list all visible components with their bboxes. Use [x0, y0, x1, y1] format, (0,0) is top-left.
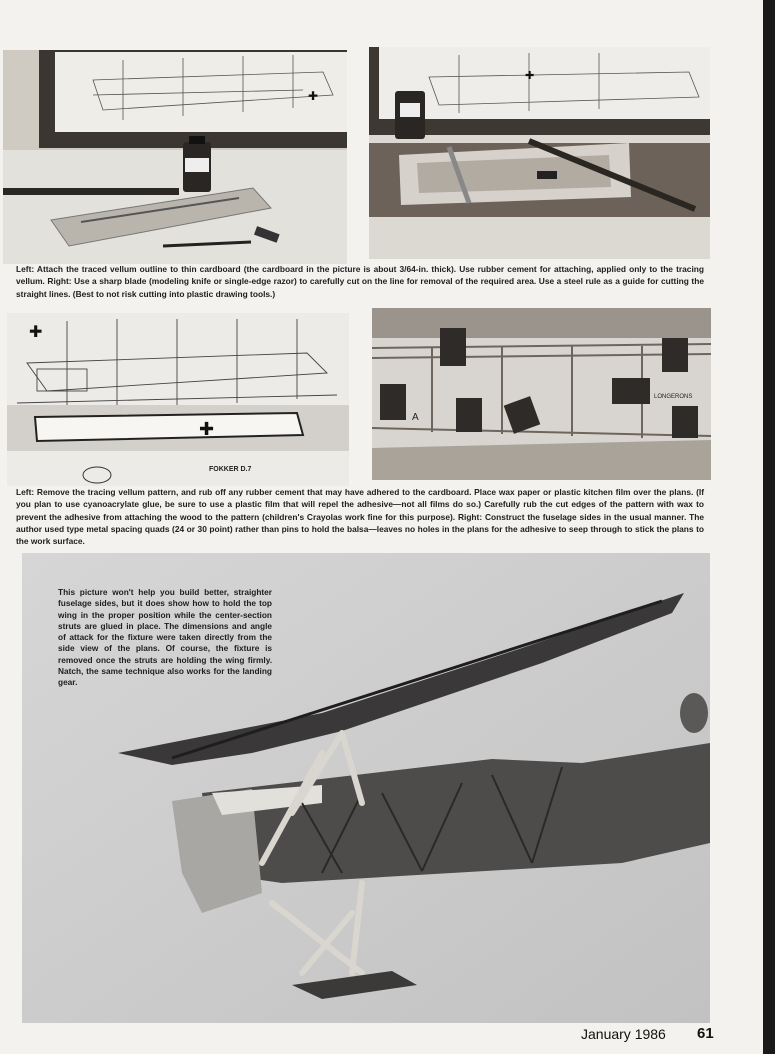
page-edge [763, 0, 775, 1054]
svg-text:✚: ✚ [29, 324, 43, 341]
longerons-label: LONGERONS [654, 394, 693, 400]
photo-cutting-with-steel-rule [369, 47, 710, 259]
caption-middle: Left: Remove the tracing vellum pattern, and rub off any rubber cement that may have adhered to the cardboard. Place wax paper or plastic kitchen film over the plans. (If you plan to use cyanoacrylate glue, be sure to use a plastic film that will repel the adhesive—not all films do so.) Carefully rub the cut edges of the pattern with wax to prevent the adhesive from attaching the wood to the pattern (children's Crayolas work fine for this purpose). Right: Construct the fuselage sides in the usual manner. The author used type metal spacing quads (24 or 30 point) rather than pins to hold the balsa—leaves no holes in the plans for the adhesive to seep through to stick the plans to the work surface. [16, 487, 704, 547]
marker-a: A [412, 412, 419, 423]
caption-top: Left: Attach the traced vellum outline to thin cardboard (the cardboard in the picture is about 3/64-in. thick). Use rubber cement for attaching, applied only to the tracing vellum. Right: Use a sharp blade (modeling knife or single-edge razor) to carefully cut on the line for removal of the required area. Use a steel rule as a guide for cutting the straight lines. (Best to not risk cutting into plastic drawing tools.) [16, 264, 704, 299]
svg-text:✚: ✚ [525, 70, 535, 82]
photo-vellum-on-cardboard [3, 50, 347, 264]
caption-overlay: This picture won't help you build better, straighter fuselage sides, but it does show how to hold the top wing in the proper position while the center-section struts are glued in place. The dimensions and angle of attack for the fixture were taken directly from the side view of the plans. Of course, the fixture is removed once the struts are holding the wing firmly. Natch, the same technique also works for the landing gear. [58, 587, 272, 688]
footer-date: January 1986 [581, 1026, 666, 1042]
svg-text:✚: ✚ [308, 89, 319, 103]
photo-fuselage-sides-construction [372, 308, 711, 480]
page-number: 61 [697, 1025, 714, 1042]
plan-label: FOKKER D.7 [209, 466, 252, 473]
svg-text:✚: ✚ [199, 419, 215, 439]
photo-plans-with-pattern [7, 313, 349, 486]
